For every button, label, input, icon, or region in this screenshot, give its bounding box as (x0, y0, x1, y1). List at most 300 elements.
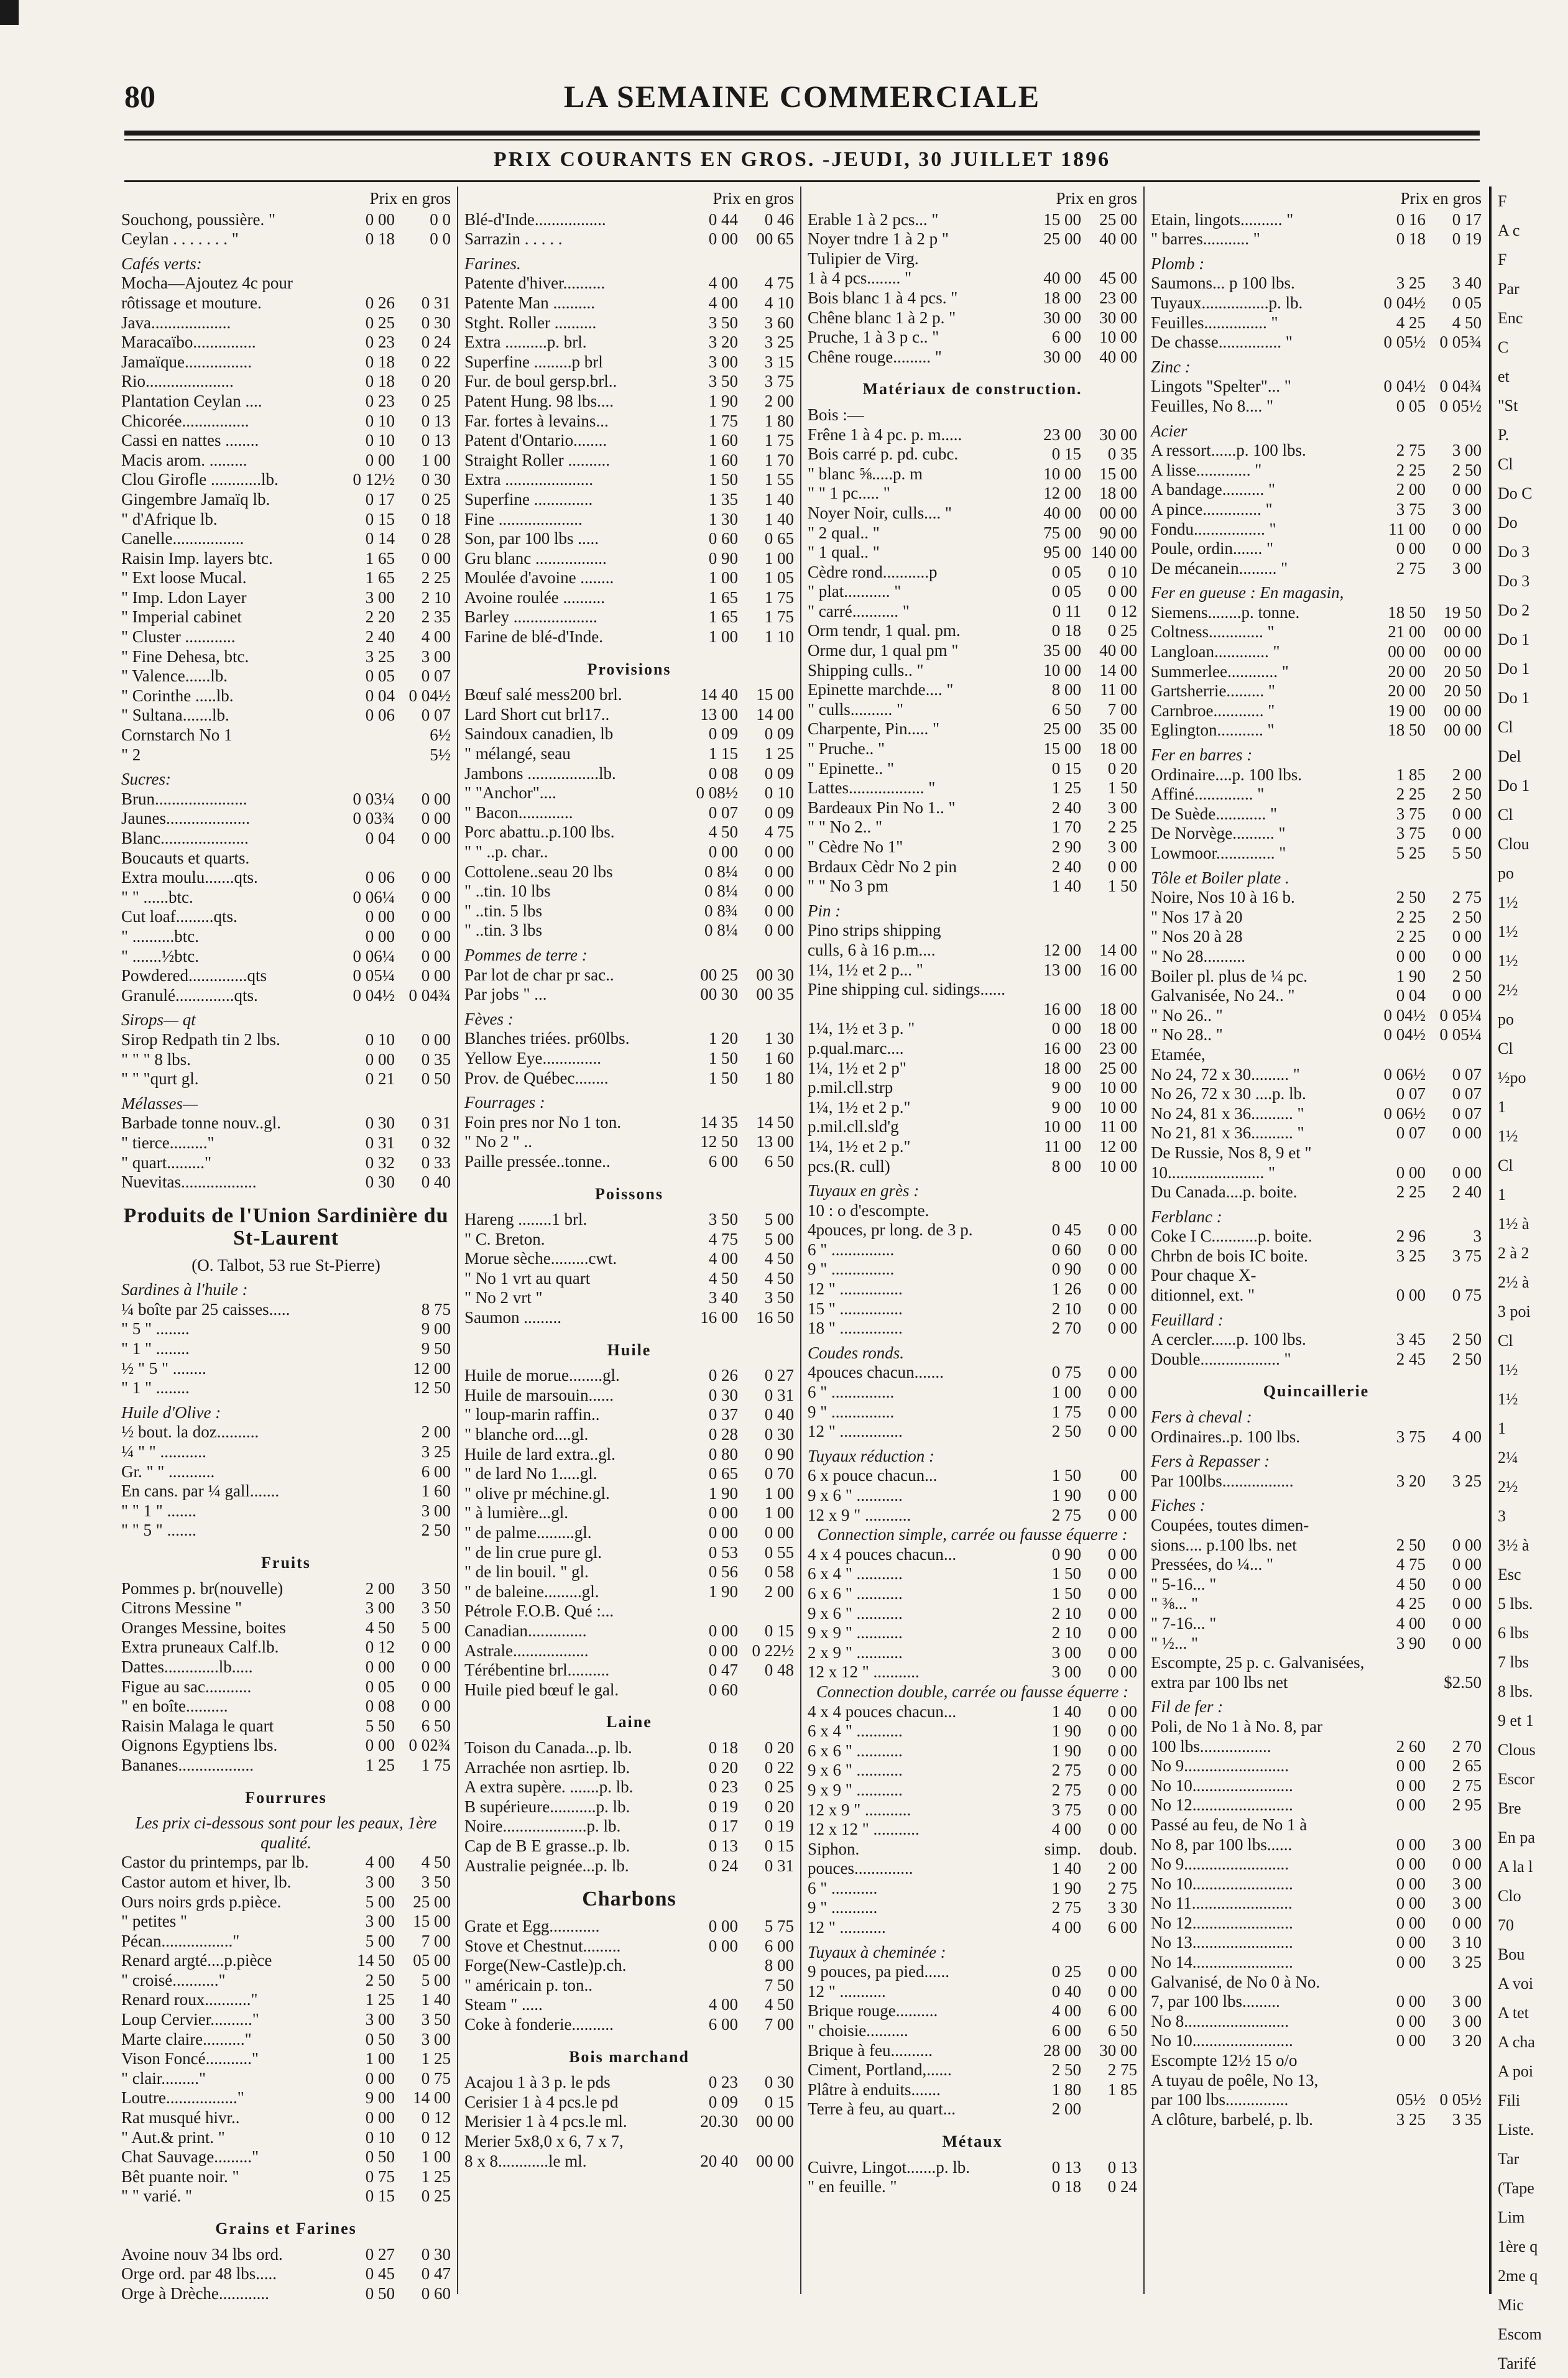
price-row (1151, 1123, 1482, 1143)
price-row (808, 1260, 1137, 1279)
price-low: 3 75 (1396, 1427, 1426, 1446)
item-name: Bardeaux Pin No 1.. " (808, 798, 956, 817)
price-high: 0 30 (764, 1425, 794, 1444)
price-high: 4 10 (764, 293, 794, 312)
item-name: Loutre................." (121, 2088, 244, 2108)
item-name: " blanche ord....gl. (464, 1425, 589, 1444)
price-low: 28 00 (1043, 2040, 1081, 2060)
item-name: " " 1 pc..... " (808, 484, 890, 503)
price-row (1151, 701, 1482, 721)
adjacent-page-fragment: Do 3 (1498, 572, 1530, 590)
price-row (464, 764, 794, 784)
price-row (121, 2187, 451, 2206)
price-row (1151, 662, 1482, 682)
price-low: 0 80 (708, 1444, 738, 1463)
price-low: 1 50 (1051, 1583, 1081, 1603)
price-low: 0 06¼ (353, 946, 395, 965)
price-row (808, 700, 1137, 720)
price-low: 3 40 (708, 1288, 738, 1307)
price-row (1151, 1065, 1482, 1085)
text-line: Passé au feu, de No 1 à (1151, 1815, 1307, 1834)
item-name: Lingots "Spelter"... " (1151, 377, 1291, 396)
price-high: 10 00 (1099, 328, 1137, 347)
price-high: 1 25 (421, 2049, 451, 2068)
adjacent-page-fragment: po (1498, 864, 1514, 882)
price-row (464, 1386, 794, 1406)
price-low: 0 37 (708, 1405, 738, 1424)
price-high: 0 31 (764, 1856, 794, 1875)
item-name: Pruche, 1 à 3 p c.. " (808, 328, 939, 347)
price-low: 0 06¼ (353, 887, 395, 906)
item-name: Escompte 12½ 15 o/o (1151, 2051, 1298, 2070)
price-high: 9 50 (421, 1339, 451, 1358)
price-low: 0 06 (365, 868, 395, 887)
price-high: 18 00 (1099, 999, 1137, 1018)
price-row (808, 425, 1137, 445)
price-row (121, 313, 451, 333)
subsection-label: Tuyaux en grès : (808, 1181, 920, 1201)
adjacent-page-fragment: Do 2 (1498, 601, 1530, 619)
item-name: p.qual.marc.... (808, 1038, 904, 1058)
item-name: Frêne 1 à 4 pc. p. m..... (808, 425, 962, 444)
price-high: 3 00 (1107, 837, 1137, 856)
price-low: 0 04½ (1383, 1025, 1426, 1044)
item-name: Erable 1 à 2 pcs... " (808, 210, 939, 229)
price-low: 0 8¼ (704, 862, 738, 881)
price-row (464, 1680, 794, 1700)
price-row (1151, 1227, 1482, 1247)
price-row (1151, 441, 1482, 461)
price-row (121, 1300, 451, 1320)
price-row (464, 744, 794, 764)
item-name: 6 x 6 " ........... (808, 1583, 903, 1603)
price-high: 0 00 (1107, 1279, 1137, 1299)
price-row (1151, 1855, 1482, 1874)
price-row (808, 877, 1137, 896)
price-row (808, 2021, 1137, 2041)
price-row (464, 1405, 794, 1425)
item-name: No 8......................... (1151, 2011, 1289, 2030)
price-low: 1 75 (708, 411, 738, 430)
item-name: Bœuf salé mess200 brl. (464, 685, 622, 704)
price-high (738, 1680, 794, 1700)
price-high: 0 13 (421, 411, 451, 430)
price-row (808, 641, 1137, 661)
price-low: 2 75 (1396, 441, 1426, 460)
price-low: 5 00 (365, 1892, 395, 1911)
price-row (808, 269, 1137, 288)
price-low (339, 1319, 395, 1339)
price-high: 40 00 (1099, 641, 1137, 660)
item-name: Superfine .............. (464, 489, 593, 509)
subsection-label: Fèves : (464, 1009, 514, 1028)
price-row (464, 1523, 794, 1543)
price-row (808, 1019, 1137, 1039)
price-low: 0 00 (708, 1503, 738, 1523)
price-high: 20 50 (1444, 661, 1482, 681)
price-row (1151, 721, 1482, 740)
price-row (808, 739, 1137, 759)
price-high: 11 00 (1100, 1117, 1137, 1136)
price-low: 0 03¼ (353, 789, 395, 808)
price-row (121, 293, 451, 313)
item-name: " américain p. ton.. (464, 1975, 593, 1994)
price-low: 0 23 (365, 391, 395, 410)
price-high: 1 00 (421, 2147, 451, 2167)
price-row (1151, 2110, 1482, 2130)
price-row (464, 1836, 794, 1856)
price-low: 1 90 (708, 1483, 738, 1503)
price-high: 0 15 (764, 2092, 794, 2111)
item-name: " choisie.......... (808, 2021, 908, 2040)
price-row (121, 1717, 451, 1736)
price-high: 6 00 (421, 1462, 451, 1481)
price-row (1151, 1330, 1482, 1350)
address-line: (O. Talbot, 53 rue St-Pierre) (191, 1255, 380, 1274)
price-row (1151, 824, 1482, 844)
adjacent-page-fragment: 3½ à (1498, 1536, 1529, 1554)
price-row (808, 759, 1137, 779)
price-low: 0 09 (708, 724, 738, 744)
item-name: De Russie, Nos 8, 9 et " (1151, 1143, 1312, 1162)
price-row (121, 1069, 451, 1089)
subsection-label: Cafés verts: (121, 254, 202, 273)
price-row (464, 1661, 794, 1680)
section-title: Matériaux de construction. (862, 380, 1082, 399)
price-row (464, 451, 794, 471)
section-note: Connection double, carrée ou fausse équerre : (816, 1682, 1129, 1701)
item-name: " de lin bouil. " gl. (464, 1562, 589, 1582)
price-high: 0 12 (1107, 601, 1137, 620)
price-low: 3 00 (365, 1598, 395, 1618)
subsection-label: Fourrages : (464, 1093, 545, 1112)
price-low: 18 50 (1388, 602, 1426, 622)
adjacent-page-fragment: 6 lbs (1498, 1624, 1529, 1642)
item-name: Saumons... p 100 lbs. (1151, 274, 1295, 293)
price-low: 20 40 (700, 2151, 738, 2170)
price-high: 4 00 (1452, 1427, 1482, 1446)
item-name: Térébentine brl.......... (464, 1661, 610, 1680)
subsection-label: Sirops— qt (121, 1010, 196, 1030)
item-name: Merisier 1 à 4 pcs.le ml. (464, 2112, 627, 2131)
price-row (121, 1736, 451, 1756)
price-low: 3 20 (708, 333, 738, 352)
price-row (464, 210, 794, 230)
price-low: 0 18 (708, 1738, 738, 1757)
item-name: A extra supère. .......p. lb. (464, 1777, 634, 1797)
price-row (808, 1962, 1137, 1982)
price-high: 0 00 (1452, 1535, 1482, 1554)
price-high: 0 00 (1452, 480, 1482, 499)
price-high: 1 60 (764, 1048, 794, 1067)
price-row (121, 2030, 451, 2050)
adjacent-page-fragment: Fili (1498, 2091, 1521, 2109)
price-low: 0 05 (1051, 562, 1081, 581)
price-row (1151, 888, 1482, 908)
price-low: 2 20 (365, 607, 395, 627)
price-high: 3 00 (1452, 1874, 1482, 1893)
price-high: 0 35 (421, 1049, 451, 1069)
price-low: 0 00 (1051, 1019, 1081, 1038)
price-row (464, 1503, 794, 1523)
price-low: 0 8¾ (704, 901, 738, 920)
price-row (121, 1932, 451, 1952)
price-high: 0 24 (1107, 2177, 1137, 2196)
item-name: " Sultana.......lb. (121, 706, 229, 725)
price-row (1151, 1594, 1482, 1614)
adjacent-page-fragment: (Tape (1498, 2179, 1534, 2197)
column-heading: Prix en gros (1056, 189, 1137, 208)
price-row (121, 1359, 451, 1379)
price-row (121, 1697, 451, 1717)
item-name: Fondu................. " (1151, 519, 1276, 538)
item-name: Noire....................p. lb. (464, 1817, 621, 1836)
price-row (464, 1758, 794, 1778)
price-high: 0 20 (1107, 758, 1137, 778)
subsection-label: Fiches : (1151, 1496, 1206, 1515)
price-low: 3 00 (365, 1872, 395, 1891)
price-row (121, 1638, 451, 1657)
item-name: Cèdre rond...........p (808, 562, 938, 581)
price-high: 0 00 (1452, 1555, 1482, 1574)
price-low: 1 65 (365, 568, 395, 588)
price-high: 2 00 (764, 391, 794, 410)
price-low: 0 00 (1396, 1953, 1426, 1972)
price-row (1151, 333, 1482, 353)
price-high: 14 00 (756, 704, 794, 724)
price-low (339, 1501, 395, 1521)
price-high: 4 50 (764, 1249, 794, 1268)
price-row (464, 803, 794, 823)
price-row (808, 2001, 1137, 2021)
item-name: Figue au sac........... (121, 1677, 252, 1696)
price-high: 2 00 (764, 1582, 794, 1601)
price-row (1151, 461, 1482, 481)
price-low: 0 08½ (696, 783, 738, 803)
adjacent-page-fragment: 1½ (1498, 1127, 1518, 1145)
item-name: No 10........................ (1151, 2031, 1293, 2050)
adjacent-page-fragment: 3 poi (1498, 1302, 1531, 1320)
price-low: 0 50 (365, 2284, 395, 2303)
price-row (1151, 1247, 1482, 1266)
price-high: 0 04¾ (1439, 377, 1482, 396)
price-high: 0 18 (421, 509, 451, 528)
item-name: 12 x 12 " ........... (808, 1820, 920, 1839)
price-high: 0 07 (421, 706, 451, 725)
price-row (1151, 1756, 1482, 1776)
price-row (808, 1220, 1137, 1240)
item-name: Cottolene..seau 20 lbs (464, 862, 613, 881)
price-row (1151, 1084, 1482, 1104)
item-name: " 7-16... " (1151, 1613, 1217, 1633)
price-high: 3 00 (1452, 558, 1482, 578)
price-low: 0 21 (365, 1069, 395, 1089)
adjacent-page-fragment: Clou (1498, 835, 1529, 853)
price-high: 0 19 (1452, 229, 1482, 249)
item-name: Par lot de char pr sac.. (464, 965, 614, 984)
price-high: 00 00 (756, 2151, 794, 2170)
price-low: 0 19 (708, 1797, 738, 1816)
price-low: 4 75 (1396, 1555, 1426, 1574)
item-name: Huile de morue........gl. (464, 1366, 620, 1385)
price-row (121, 829, 451, 849)
item-name: Extra moulu.......qts. (121, 868, 258, 887)
price-high: 0 00 (764, 882, 794, 901)
price-high: 0 40 (421, 1173, 451, 1192)
price-row (464, 1937, 794, 1956)
item-name: Renard argté....p.pièce (121, 1951, 272, 1970)
price-low: 5 25 (1396, 844, 1426, 862)
adjacent-page-fragment: Bre (1498, 1799, 1521, 1817)
item-name: Saumon ......... (464, 1308, 562, 1327)
item-name: extra par 100 lbs net (1151, 1672, 1288, 1692)
price-high: 23 00 (1099, 288, 1137, 307)
item-name: Par jobs " ... (464, 985, 547, 1004)
adjacent-page-fragment: En pa (1498, 1828, 1535, 1846)
price-high: 1 80 (764, 411, 794, 430)
price-low: 2 25 (1396, 907, 1426, 926)
price-low: 0 08 (365, 1697, 395, 1716)
section-title: Fruits (261, 1554, 311, 1572)
price-low: 12 50 (700, 1132, 738, 1151)
item-name: Terre à feu, au quart... (808, 2099, 956, 2119)
price-row (1151, 1874, 1482, 1894)
item-name: Blanc..................... (121, 829, 249, 847)
price-row (808, 2060, 1137, 2080)
price-high: 3 25 (764, 333, 794, 352)
subsection-label: Tuyaux réduction : (808, 1446, 934, 1465)
price-high: 40 00 (1099, 347, 1137, 366)
item-name: " barres........... " (1151, 229, 1260, 249)
price-high: 3 00 (1452, 441, 1482, 460)
adjacent-page-fragment: po (1498, 1010, 1514, 1028)
column-heading: Prix en gros (713, 189, 794, 208)
price-low: 4 25 (1396, 1594, 1426, 1613)
price-low: 4 50 (708, 823, 738, 842)
price-row (464, 1366, 794, 1386)
price-high: 3 15 (764, 352, 794, 371)
price-low: 11 00 (1044, 1136, 1081, 1156)
price-high: 2 40 (1452, 1182, 1482, 1202)
price-low: 15 00 (1043, 210, 1081, 229)
price-high: 0 31 (421, 293, 451, 312)
price-high: 4 50 (764, 1995, 794, 2014)
item-name: Par 100lbs................. (1151, 1471, 1294, 1490)
price-low: 0 47 (708, 1661, 738, 1680)
price-high: 0 58 (764, 1562, 794, 1582)
price-high: 3 50 (764, 1288, 794, 1307)
price-row (464, 1995, 794, 2015)
price-row (464, 412, 794, 431)
price-high: 0 33 (421, 1153, 451, 1172)
item-name: No 24, 72 x 30......... " (1151, 1064, 1300, 1084)
item-name: " ..tin. 5 lbs (464, 901, 543, 920)
item-name: ¼ boîte par 25 caisses..... (121, 1299, 290, 1319)
price-high: 5 00 (764, 1229, 794, 1248)
price-low: 3 25 (1396, 2109, 1426, 2129)
price-low: 3 50 (708, 313, 738, 332)
item-name: 6 x 6 " ........... (808, 1741, 903, 1760)
adjacent-page-fragment: Do 1 (1498, 630, 1530, 648)
price-high: 3 (1473, 1227, 1482, 1246)
price-row (121, 686, 451, 706)
price-row (808, 661, 1137, 681)
section-title: Huile (607, 1340, 652, 1359)
price-row (808, 1486, 1137, 1506)
item-name: " "Anchor".... (464, 783, 556, 803)
price-low: 0 75 (365, 2167, 395, 2186)
price-low (339, 1422, 395, 1442)
item-name: Cuivre, Lingot.......p. lb. (808, 2157, 970, 2177)
price-row (121, 1030, 451, 1050)
item-name: Langloan............. " (1151, 642, 1280, 661)
item-name: " 1 " ........ (121, 1339, 190, 1358)
price-row (808, 1117, 1137, 1137)
price-high: 0 00 (421, 868, 451, 887)
item-name: Huile pied bœuf le gal. (464, 1680, 619, 1699)
price-high: 0 00 (764, 1523, 794, 1542)
item-name: Barbade tonne nouv..gl. (121, 1113, 281, 1133)
price-high: 0 25 (1107, 621, 1137, 640)
price-high: 11 00 (1100, 680, 1137, 699)
price-high: 16 00 (1099, 960, 1137, 979)
price-low: 1 00 (708, 568, 738, 588)
price-low: 4 00 (708, 1249, 738, 1268)
price-row (1151, 908, 1482, 928)
price-row (1151, 1914, 1482, 1933)
price-high: 0 05½ (1439, 2090, 1482, 2109)
item-name: Charpente, Pin..... " (808, 719, 939, 739)
price-high: 0 00 (1452, 1633, 1482, 1652)
price-row (464, 1562, 794, 1582)
item-name: " tierce........." (121, 1133, 214, 1152)
item-name: 6 " ........... (808, 1878, 878, 1897)
item-name: Feuilles............... " (1151, 313, 1278, 332)
price-row (1151, 1575, 1482, 1595)
price-low: 1 15 (708, 744, 738, 763)
price-high: 5 75 (764, 1917, 794, 1936)
price-row (1151, 229, 1482, 249)
item-name: " Bacon............. (464, 803, 573, 822)
item-name: No 24, 81 x 36.......... " (1151, 1104, 1304, 1123)
adjacent-page-fragment: A c (1498, 221, 1520, 239)
price-low: 18 00 (1043, 288, 1081, 307)
price-row (464, 510, 794, 530)
price-high: 0 00 (421, 1697, 451, 1716)
text-line: Pour chaque X- (1151, 1266, 1257, 1285)
price-low (339, 1442, 395, 1462)
price-high: 0 75 (1452, 1286, 1482, 1305)
adjacent-page-fragment: Cl (1498, 806, 1513, 824)
price-high: 2 35 (421, 607, 451, 627)
price-low (682, 1976, 738, 1996)
price-row (1151, 986, 1482, 1006)
item-name: culls, 6 à 16 p.m.... (808, 940, 936, 959)
price-low: 2 50 (1051, 1422, 1081, 1441)
price-high: 2 70 (1452, 1736, 1482, 1756)
price-column (1145, 187, 1488, 2294)
item-name: 100 lbs................. (1151, 1736, 1271, 1756)
price-high: 4 50 (764, 1268, 794, 1288)
price-low: 0 11 (1052, 601, 1081, 620)
price-row (808, 1466, 1137, 1486)
price-row (121, 1422, 451, 1442)
price-row (121, 607, 451, 627)
price-row (1151, 1006, 1482, 1026)
item-name: 12 x 12 " ........... (808, 1662, 920, 1682)
price-high: 0 00 (1107, 1422, 1137, 1441)
price-low: 0 32 (365, 1153, 395, 1172)
